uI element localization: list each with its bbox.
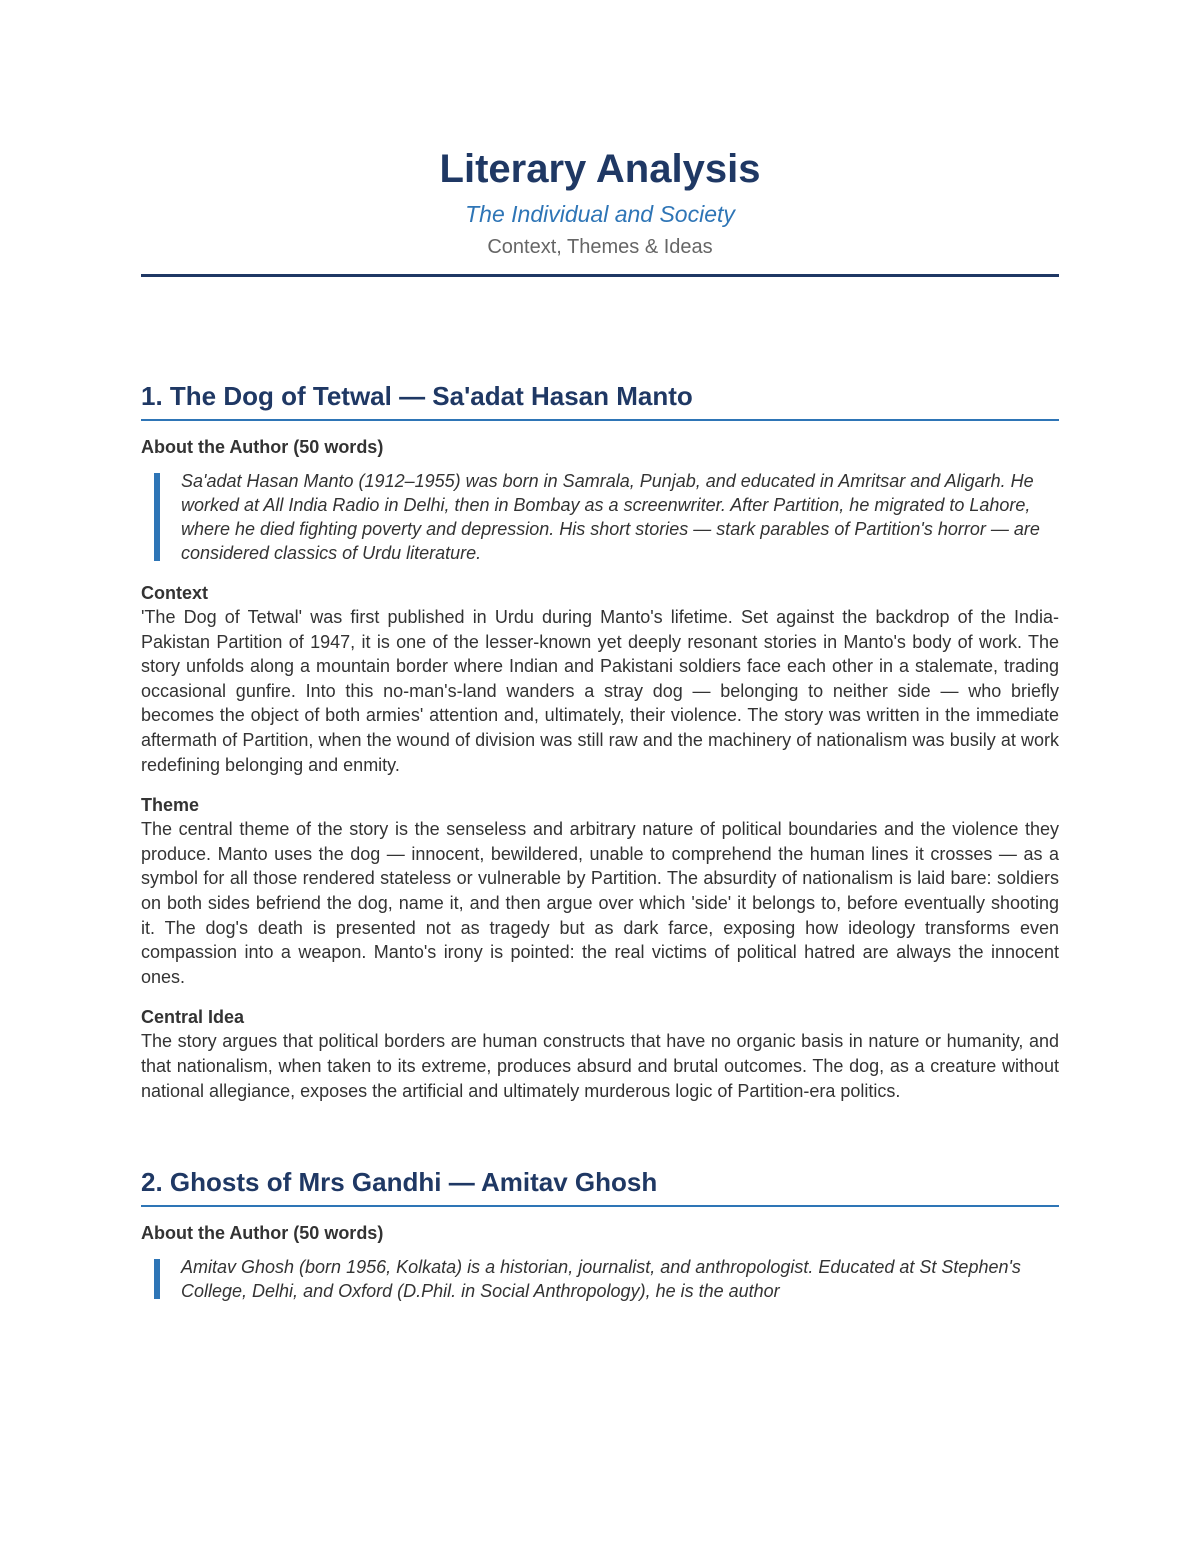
theme-heading: Theme: [141, 795, 200, 816]
about-author-heading: About the Author (50 words): [141, 1223, 384, 1244]
quote-bar: [154, 1259, 160, 1299]
header-divider: [141, 274, 1059, 277]
about-author-heading: About the Author (50 words): [141, 437, 384, 457]
section-title: 2. Ghosts of Mrs Gandhi — Amitav Ghosh: [141, 1165, 1059, 1207]
section-dog-of-tetwal: [141, 379, 1059, 1103]
quote-bar: [154, 473, 160, 561]
document-header: [141, 0, 1059, 277]
document-title: Literary Analysis: [439, 147, 761, 191]
section-title: 1. The Dog of Tetwal — Sa'adat Hasan Manto: [141, 379, 1059, 421]
document-tagline: Context, Themes & Ideas: [487, 236, 713, 258]
section-ghosts-of-mrs-gandhi: [141, 1165, 1059, 1303]
author-bio-text: Amitav Ghosh (born 1956, Kolkata) is a historian, journalist, and anthropologist. Educated at St Stephen's College, Delhi, and Oxford (D.Phil. in Social Anthropology), he is the author: [181, 1257, 1021, 1302]
document-subtitle: The Individual and Society: [465, 201, 735, 227]
author-bio-quote: [141, 1255, 1059, 1303]
document-page: [141, 0, 1059, 1303]
context-text: 'The Dog of Tetwal' was first published in Urdu during Manto's lifetime. Set against the backdrop of the India-Pakistan Partition of 1947, it is one of the lesser-known yet deeply resonant stories in Manto's body of work. The story unfolds along a mountain border where Indian and Pakistani soldiers face each other in a stalemate, trading occasional gunfire. Into this no-man's-land wanders a stray dog — belonging to neither side — who briefly becomes the object of both armies' attention and, ultimately, their violence. The story was written in the immediate aftermath of Partition, when the wound of division was still raw and the machinery of nationalism was busily at work redefining belonging and enmity.: [141, 607, 1059, 775]
central-idea-heading: Central Idea: [141, 1007, 245, 1028]
theme-text: The central theme of the story is the senseless and arbitrary nature of political boundaries and the violence they produce. Manto uses the dog — innocent, bewildered, unable to comprehend the human lines it crosses — as a symbol for all those rendered stateless or vulnerable by Partition. The absurdity of nationalism is laid bare: soldiers on both sides befriend the dog, name it, and then argue over which 'side' it belongs to, before eventually shooting it. The dog's death is presented not as tragedy but as dark farce, exposing how ideology transforms even compassion into a weapon. Manto's irony is pointed: the real victims of political hatred are always the innocent ones.: [141, 819, 1059, 987]
author-bio-text: Sa'adat Hasan Manto (1912–1955) was born in Samrala, Punjab, and educated in Amritsar and Aligarh. He worked at All India Radio in Delhi, then in Bombay as a screenwriter. After Partition, he migrated to Lahore, where he died fighting poverty and depression. His short stories — stark parables of Partition's horror — are considered classics of Urdu literature.: [181, 471, 1040, 563]
central-idea-text: The story argues that political borders are human constructs that have no organic basis in nature or humanity, and that nationalism, when taken to its extreme, produces absurd and brutal outcomes. The dog, as a creature without national allegiance, exposes the artificial and ultimately murderous logic of Partition-era politics.: [141, 1031, 1059, 1101]
context-heading: Context: [141, 583, 208, 603]
author-bio-quote: [141, 469, 1059, 565]
